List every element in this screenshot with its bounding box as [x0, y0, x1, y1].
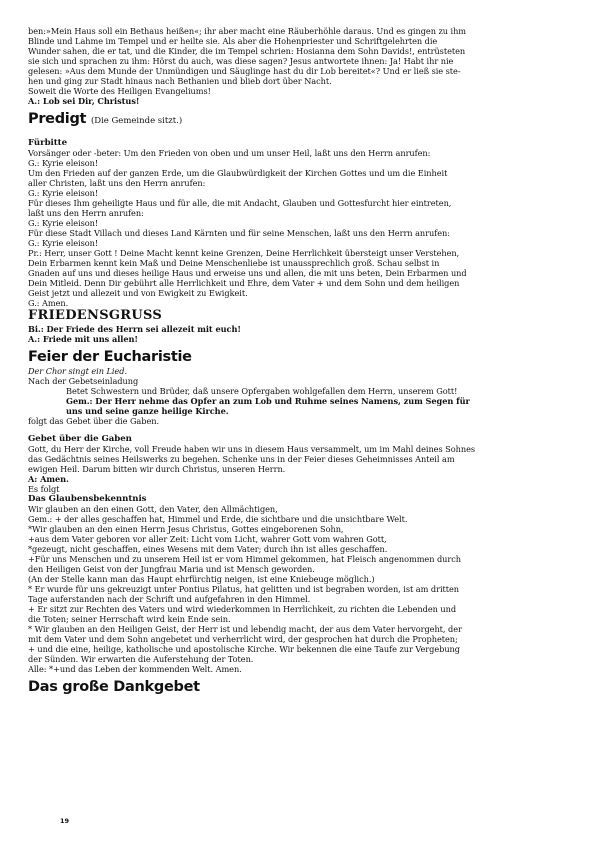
text-line: Für diese Stadt Villach und dieses Land Kärnten und für seine Menschen, laßt uns den Herrn anrufen:	[28, 228, 450, 238]
heading-text: Predigt	[28, 111, 87, 127]
text-line: G.: Kyrie eleison!	[28, 158, 99, 168]
text-line: gelesen: »Aus dem Munde der Unmündigen und Säuglinge hast du dir Lob bereitet«? Und er ließ sie ste-	[28, 66, 461, 76]
text-line: sie sich und sprachen zu ihm: Hörst du auch, was diese sagen? Jesus antwortete ihnen: Ja! Habt ihr nie	[28, 56, 454, 66]
text-line: Tage auferstanden nach der Schrift und aufgefahren in den Himmel.	[28, 594, 311, 604]
section-heading-eucharistie: Feier der Eucharistie	[28, 349, 192, 365]
text-line: Um den Frieden auf der ganzen Erde, um die Glaubwürdigkeit der Kirchen Gottes und um die Einheit	[28, 168, 448, 178]
text-line: + und die eine, heilige, katholische und apostolische Kirche. Wir bekennen die eine Taufe zur Vergebung	[28, 644, 460, 654]
invitation-line: Betet Schwestern und Brüder, daß unsere Opfergaben wohlgefallen dem Herrn, unserem Gott!	[66, 386, 458, 396]
text-line: * Er wurde für uns gekreuzigt unter Pontius Pilatus, hat gelitten und ist begraben worden, ist am dritten	[28, 584, 460, 594]
page-number: 19	[60, 817, 70, 825]
text-line: G.: Kyrie eleison!	[28, 218, 99, 228]
heading-note: (Die Gemeinde sitzt.)	[90, 116, 183, 126]
section-heading-friedensgruss: FRIEDENSGRUSS	[28, 308, 163, 323]
text-line: der Sünden. Wir erwarten die Auferstehung der Toten.	[28, 654, 254, 664]
text-line: Gnaden auf uns und dieses heilige Haus und erweise uns und allen, die mit uns beten, Dein Erbarmen und	[28, 268, 467, 278]
section-heading-predigt	[28, 111, 568, 130]
text-line: Geist jetzt und allezeit und von Ewigkeit zu Ewigkeit.	[28, 288, 248, 298]
text-line: Gott, du Herr der Kirche, voll Freude haben wir uns in diesem Haus versammelt, um im Mahl deines Sohnes	[28, 444, 476, 454]
response-line: Bi.: Der Friede des Herrn sei allezeit mit euch!	[28, 324, 241, 334]
text-line: Es folgt	[28, 484, 60, 494]
section-heading-dankgebet: Das große Dankgebet	[28, 679, 200, 695]
credo-text	[28, 504, 568, 674]
section-heading-gaben: Gebet über die Gaben	[28, 434, 132, 444]
text-line: ben:»Mein Haus soll ein Bethaus heißen«; ihr aber macht eine Räuberhöhle daraus. Und es gingen zu ihm	[28, 26, 467, 36]
text-line: den Heiligen Geist von der Jungfrau Maria und ist Mensch geworden.	[28, 564, 315, 574]
text-line: folgt das Gebet über die Gaben.	[28, 416, 160, 426]
text-line: mit dem Vater und dem Sohn angebetet und verherrlicht wird, der gesprochen hat durch die Propheten;	[28, 634, 458, 644]
text-line: aller Christen, laßt uns den Herrn anrufen:	[28, 178, 206, 188]
spacer	[28, 426, 568, 434]
text-line: Soweit die Worte des Heiligen Evangeliums!	[28, 86, 211, 96]
text-line: Wunder sahen, die er tat, und die Kinder, die im Tempel schrien: Hosianna dem Sohn Davids!, entrüsteten	[28, 46, 466, 56]
text-line: + Er sitzt zur Rechten des Vaters und wird wiederkommen in Herrlichkeit, zu richten die Lebenden und	[28, 604, 457, 614]
response-line: A: Amen.	[28, 474, 69, 484]
text-line: laßt uns den Herrn anrufen:	[28, 208, 144, 218]
text-line: +Für uns Menschen und zu unserem Heil ist er vom Himmel gekommen, hat Fleisch angenommen durch	[28, 554, 462, 564]
text-line: G.: Amen.	[28, 298, 69, 308]
text-line: (An der Stelle kann man das Haupt ehrfürchtig neigen, ist eine Kniebeuge möglich.)	[28, 574, 375, 584]
document-body	[28, 26, 568, 696]
text-line: Blinde und Lahme im Tempel und er heilte sie. Als aber die Hohenpriester und Schriftgelehrten die	[28, 36, 438, 46]
text-line: Alle: *+und das Leben der kommenden Welt. Amen.	[28, 664, 242, 674]
section-heading-fuerbitte: Fürbitte	[28, 138, 68, 148]
fuerbitte-text	[28, 148, 568, 308]
text-line: G.: Kyrie eleison!	[28, 238, 99, 248]
text-line: Vorsänger oder -beter: Um den Frieden von oben und um unser Heil, laßt uns den Herrn anrufen:	[28, 148, 431, 158]
text-line: Dein Mitleid. Denn Dir gebührt alle Herrlichkeit und Ehre, dem Vater + und dem Sohn und dem heiligen	[28, 278, 460, 288]
text-line: Dein Erbarmen kennt kein Maß und Deine Menschenliebe ist unaussprechlich groß. Schau selbst in	[28, 258, 440, 268]
text-line: *Wir glauben an den einen Herrn Jesus Christus, Gottes eingeborenen Sohn,	[28, 524, 344, 534]
rubric-line: Der Chor singt ein Lied.	[28, 366, 128, 376]
text-line: die Toten; seiner Herrschaft wird kein Ende sein.	[28, 614, 231, 624]
text-line: ewigen Heil. Darum bitten wir durch Christus, unseren Herrn.	[28, 464, 286, 474]
response-line: uns und seine ganze heilige Kirche.	[66, 406, 229, 416]
gospel-passage	[28, 26, 568, 106]
section-heading-credo: Das Glaubensbekenntnis	[28, 494, 147, 504]
text-line: * Wir glauben an den Heiligen Geist, der Herr ist und lebendig macht, der aus dem Vater hervorgeht, der	[28, 624, 462, 634]
text-line: *gezeugt, nicht geschaffen, eines Wesens mit dem Vater; durch ihn ist alles geschaffen.	[28, 544, 388, 554]
text-line: Pr.: Herr, unser Gott ! Deine Macht kennt keine Grenzen, Deine Herrlichkeit übersteigt unser Verstehen,	[28, 248, 460, 258]
response-line: Gem.: Der Herr nehme das Opfer an zum Lob und Ruhme seines Namens, zum Segen für	[66, 396, 470, 406]
text-line: Wir glauben an den einen Gott, den Vater, den Allmächtigen,	[28, 504, 278, 514]
text-line: Für dieses Ihm geheiligte Haus und für alle, die mit Andacht, Glauben und Gottesfurcht hier eintreten,	[28, 198, 452, 208]
response-line: A.: Friede mit uns allen!	[28, 334, 138, 344]
response-line: A.: Lob sei Dir, Christus!	[28, 96, 140, 106]
text-line: Nach der Gebetseinladung	[28, 376, 139, 386]
text-line: hen und ging zur Stadt hinaus nach Bethanien und blieb dort über Nacht.	[28, 76, 332, 86]
text-line: Gem.: + der alles geschaffen hat, Himmel und Erde, die sichtbare und die unsichtbare Welt.	[28, 514, 408, 524]
text-line: +aus dem Vater geboren vor aller Zeit: Licht vom Licht, wahrer Gott vom wahren Gott,	[28, 534, 387, 544]
text-line: G.: Kyrie eleison!	[28, 188, 99, 198]
text-line: das Gedächtnis seines Heilswerks zu begehen. Schenke uns in der Feier dieses Geheimnisses Anteil am	[28, 454, 455, 464]
